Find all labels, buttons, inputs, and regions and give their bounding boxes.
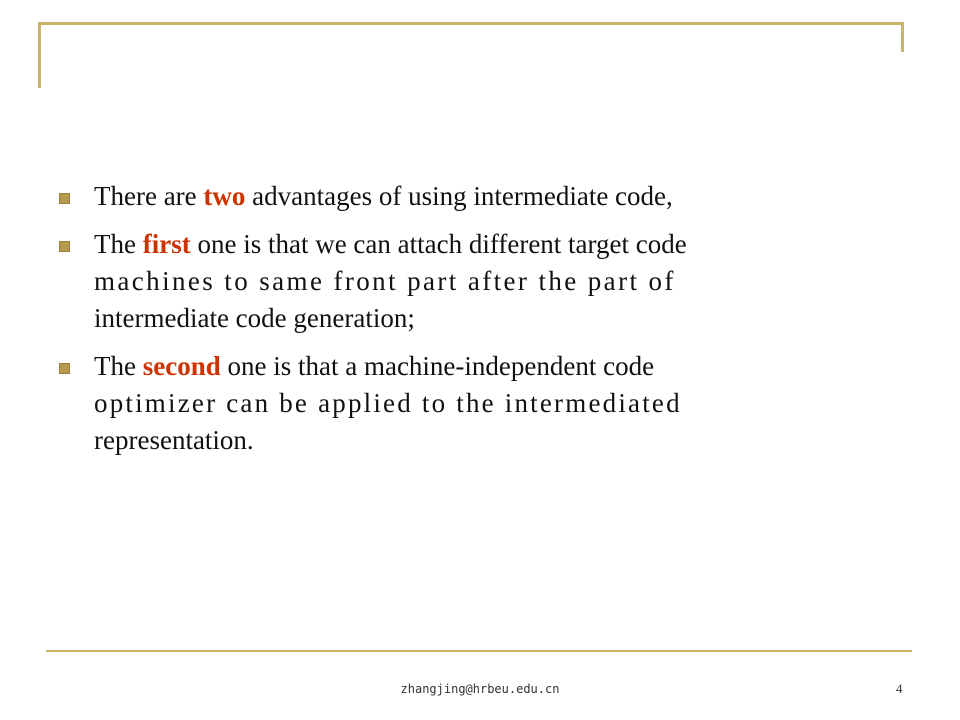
footer-divider bbox=[46, 650, 912, 652]
square-bullet-icon bbox=[59, 363, 70, 374]
footer-email: zhangjing@hrbeu.edu.cn bbox=[400, 682, 560, 696]
frame-top-line bbox=[38, 22, 904, 25]
bullet-1-text-after: advantages of using intermediate code, bbox=[245, 181, 673, 211]
bullet-item-2 bbox=[58, 226, 866, 337]
bullet-3-text-line2: optimizer can be applied to the intermediated bbox=[94, 388, 682, 418]
bullet-3-text-line1: one is that a machine-independent code bbox=[220, 351, 655, 381]
bullet-1-highlight: two bbox=[203, 181, 246, 211]
slide-body bbox=[58, 178, 866, 470]
bullet-item-3 bbox=[58, 348, 866, 459]
page-number: 4 bbox=[896, 681, 903, 696]
bullet-2-text-line3: intermediate code generation; bbox=[94, 303, 415, 333]
bullet-3-text-line3: representation. bbox=[94, 425, 254, 455]
square-bullet-icon bbox=[59, 241, 70, 252]
bullet-3-text-before: The bbox=[94, 351, 143, 381]
bullet-item-1 bbox=[58, 178, 866, 215]
bullet-2-text-before: The bbox=[94, 229, 143, 259]
frame-right-line bbox=[901, 22, 904, 52]
bullet-2-text-line1: one is that we can attach different target code bbox=[190, 229, 687, 259]
bullet-1-text-before: There are bbox=[94, 181, 204, 211]
bullet-2-highlight: first bbox=[142, 229, 191, 259]
frame-left-line bbox=[38, 22, 41, 88]
bullet-2-text-line2: machines to same front part after the part of bbox=[94, 266, 676, 296]
bullet-3-highlight: second bbox=[142, 351, 221, 381]
square-bullet-icon bbox=[59, 193, 70, 204]
